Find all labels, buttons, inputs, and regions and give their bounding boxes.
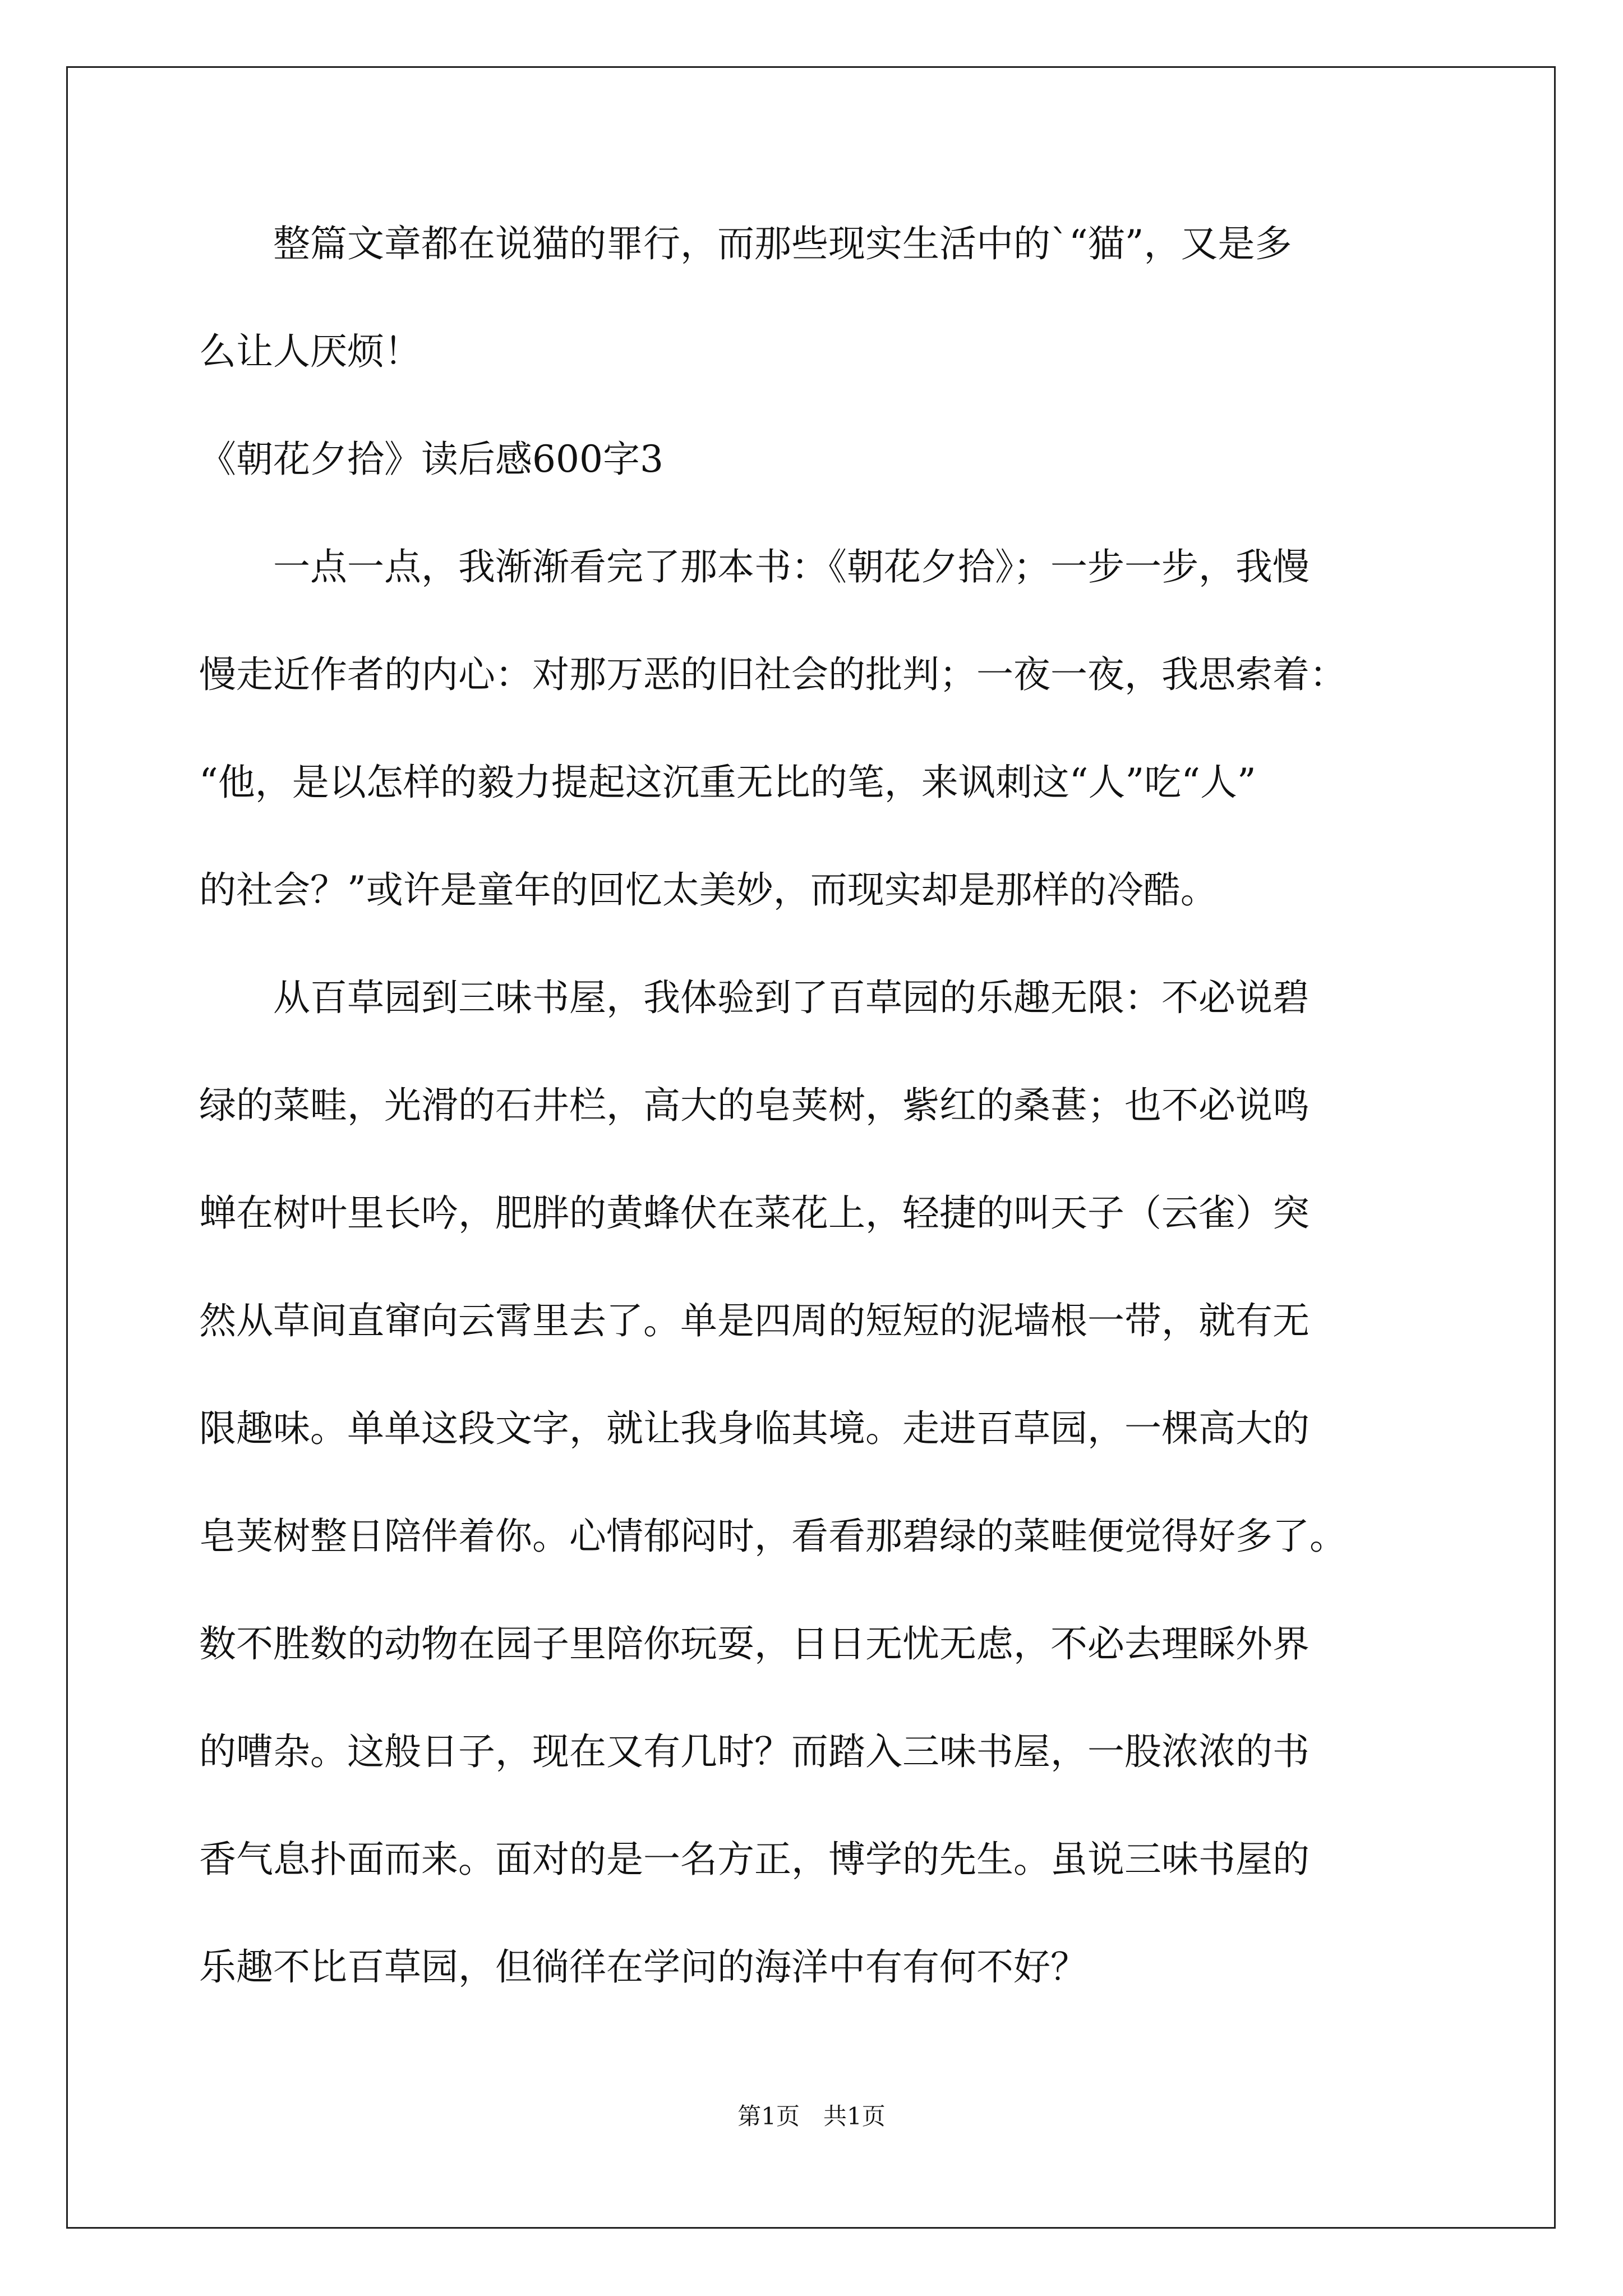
paragraph-line: 绿的菜畦，光滑的石井栏，高大的皂荚树，紫红的桑葚；也不必说鸣: [199, 1084, 1310, 1127]
paragraph-line: 蝉在树叶里长吟，肥胖的黄蜂伏在菜花上，轻捷的叫天子（云雀）突: [199, 1191, 1310, 1235]
page-border: [66, 66, 1556, 2229]
page-number-footer: 第1页 共1页: [737, 2102, 886, 2130]
paragraph-line: 香气息扑面而来。面对的是一名方正，博学的先生。虽说三味书屋的: [199, 1838, 1310, 1881]
paragraph-line: 的嘈杂。这般日子，现在又有几时？而踏入三味书屋，一股浓浓的书: [199, 1730, 1310, 1773]
paragraph-line: 皂荚树整日陪伴着你。心情郁闷时，看看那碧绿的菜畦便觉得好多了。: [199, 1515, 1347, 1558]
paragraph-line: 一点一点，我渐渐看完了那本书：《朝花夕拾》；一步一步，我慢: [199, 545, 1310, 588]
paragraph-line: 整篇文章都在说猫的罪行，而那些现实生活中的`“猫”，又是多: [199, 222, 1292, 265]
paragraph-line: 然从草间直窜向云霄里去了。单是四周的短短的泥墙根一带，就有无: [199, 1299, 1310, 1342]
paragraph-line: “他，是以怎样的毅力提起这沉重无比的笔，来讽刺这“人”吃“人”: [199, 761, 1256, 804]
paragraph-line: 乐趣不比百草园，但徜徉在学问的海洋中有有何不好？: [199, 1945, 1087, 1989]
paragraph-line: 数不胜数的动物在园子里陪你玩耍，日日无忧无虑，不必去理睬外界: [199, 1622, 1310, 1665]
paragraph-line: 从百草园到三味书屋，我体验到了百草园的乐趣无限：不必说碧: [199, 976, 1310, 1019]
section-heading: 《朝花夕拾》读后感600字3: [199, 438, 663, 481]
paragraph-line: 慢走近作者的内心：对那万恶的旧社会的批判；一夜一夜，我思索着：: [199, 653, 1347, 696]
paragraph-line: 么让人厌烦！: [199, 330, 421, 373]
paragraph-line: 的社会？”或许是童年的回忆太美妙，而现实却是那样的冷酷。: [199, 868, 1218, 912]
paragraph-line: 限趣味。单单这段文字，就让我身临其境。走进百草园，一棵高大的: [199, 1407, 1310, 1450]
